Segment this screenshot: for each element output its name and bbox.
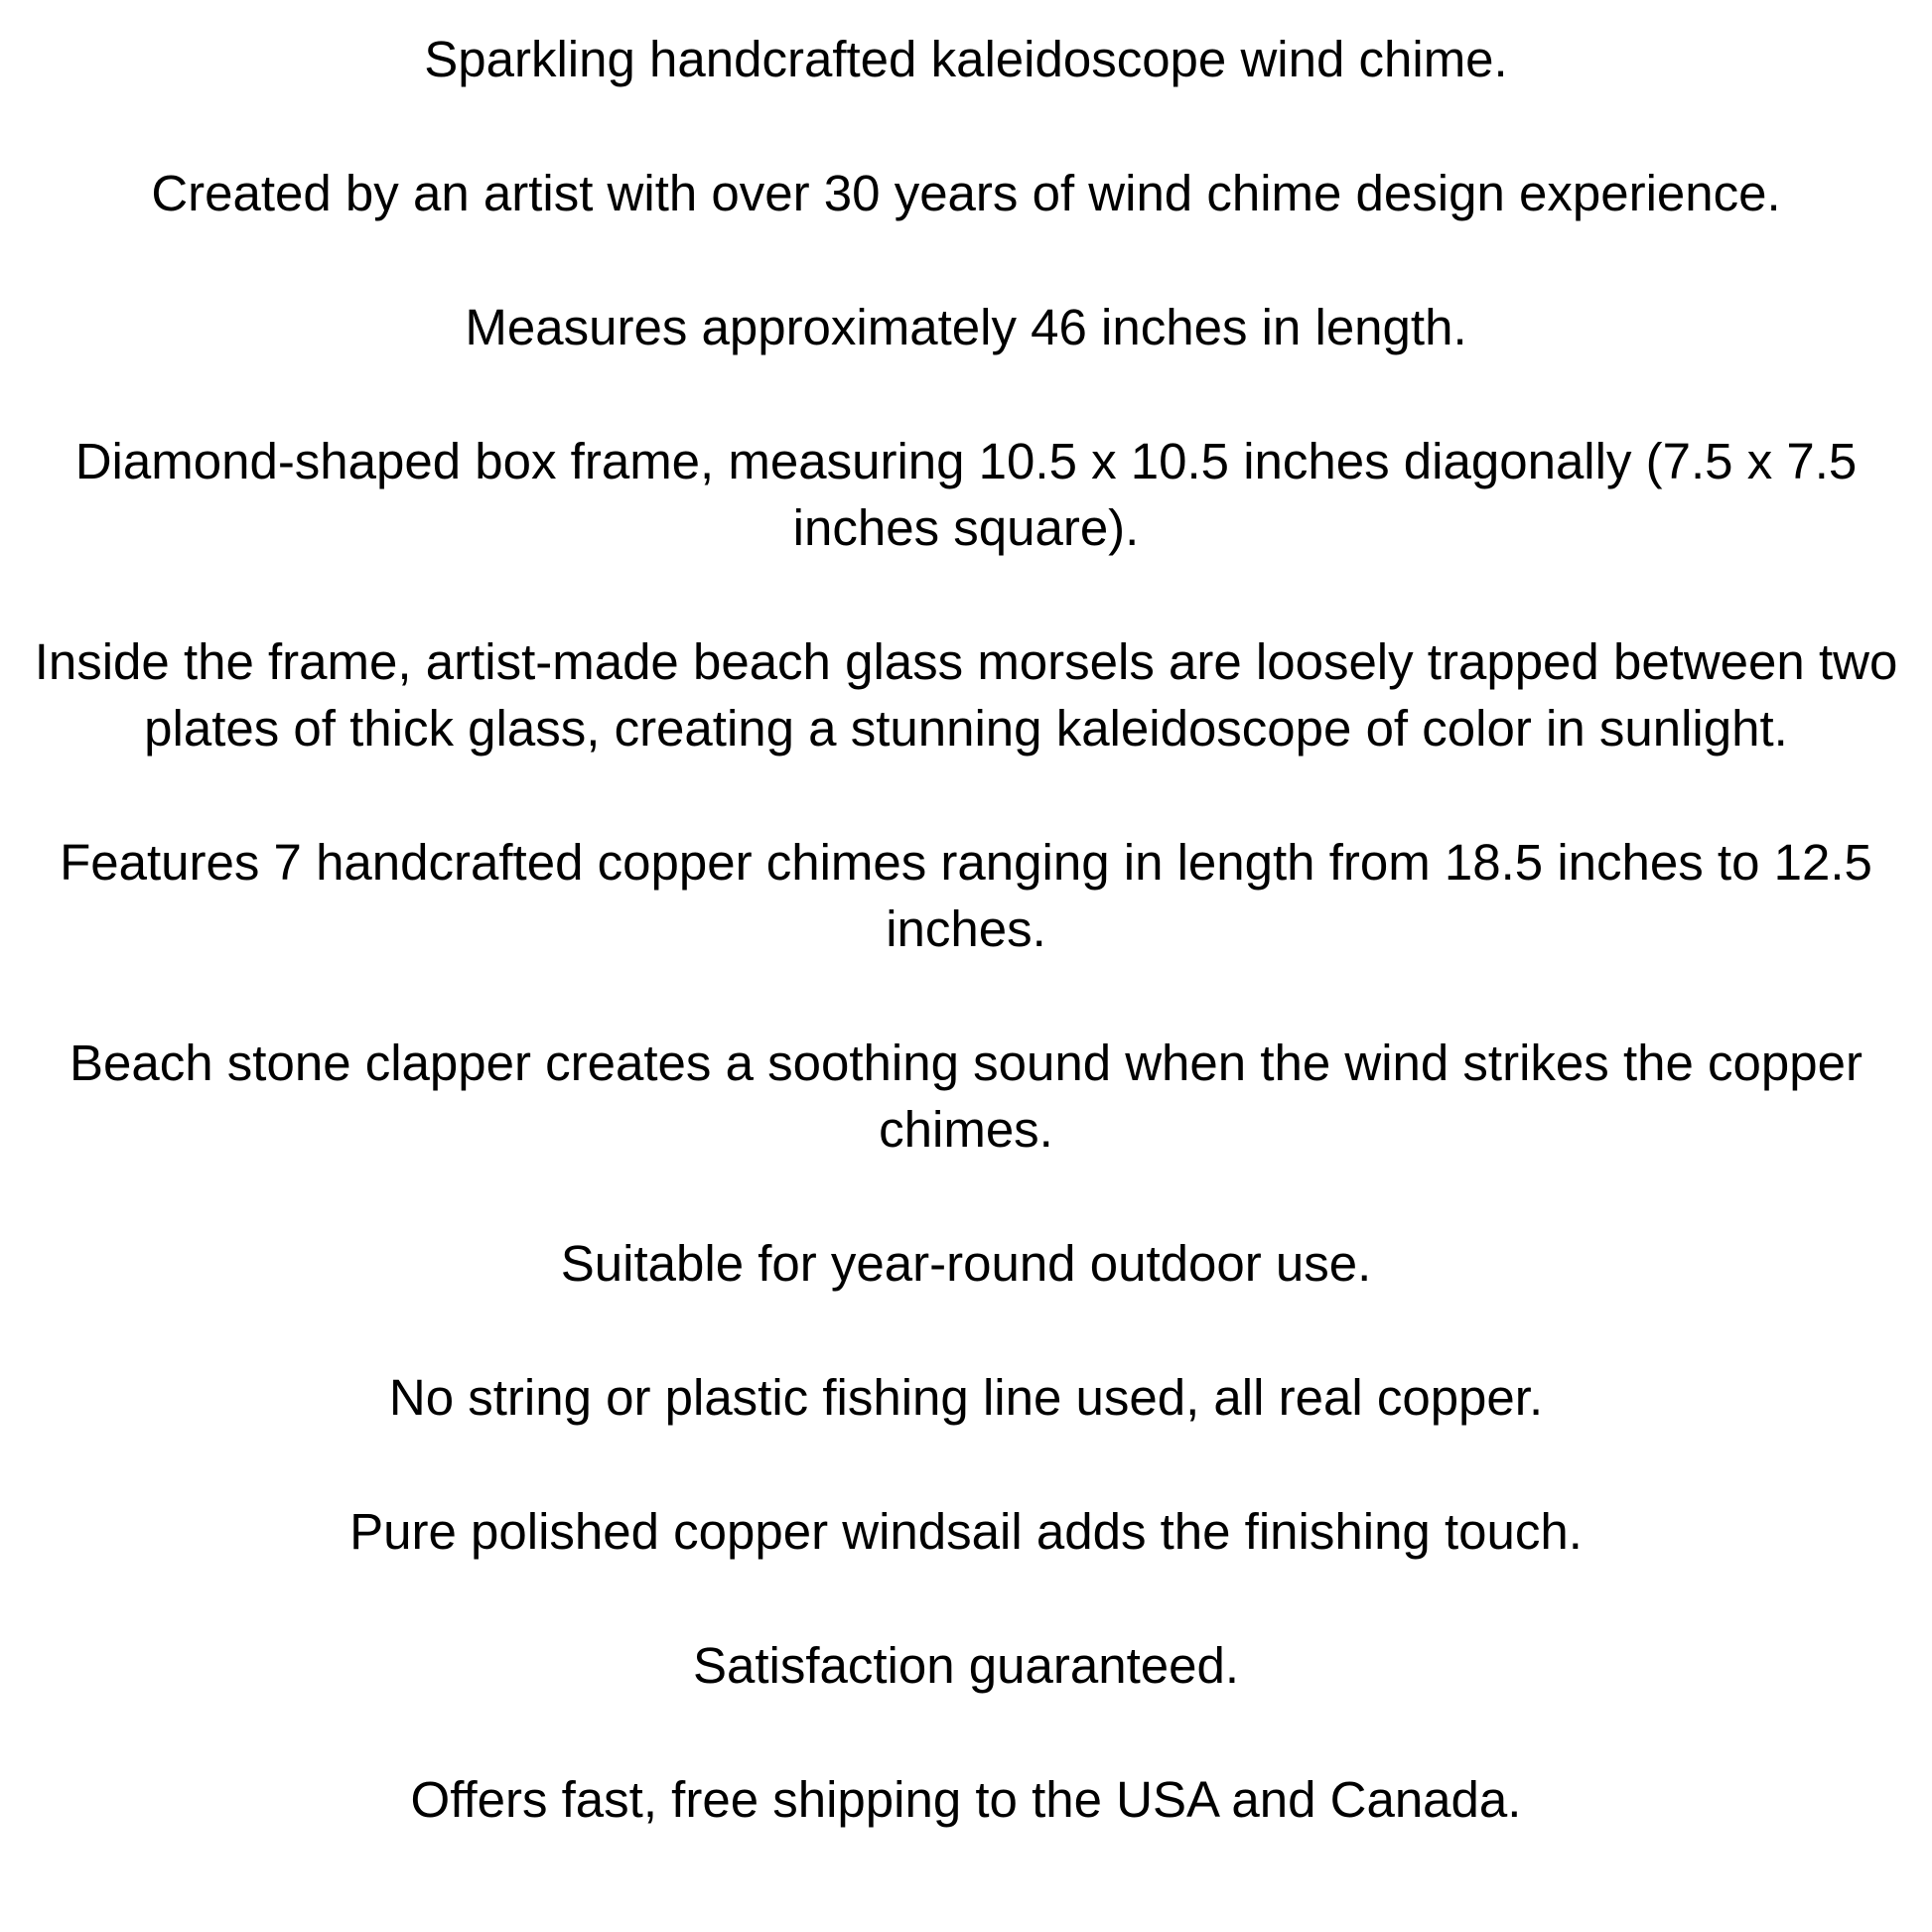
description-line-frame: Diamond-shaped box frame, measuring 10.5 x 10.5 inches diagonally (7.5 x 7.5 inches square). (74, 433, 1858, 556)
description-line-glass: Inside the frame, artist-made beach glass morsels are loosely trapped between two plates of thick glass, creating a stunning kaleidoscope of color in sunlight. (34, 633, 1898, 757)
description-line-guarantee: Satisfaction guaranteed. (692, 1637, 1240, 1694)
description-line-clapper: Beach stone clapper creates a soothing sound when the wind strikes the copper chimes. (69, 1035, 1863, 1158)
description-line-chimes: Features 7 handcrafted copper chimes ranging in length from 18.5 inches to 12.5 inches. (60, 834, 1872, 957)
description-line-length: Measures approximately 46 inches in length. (465, 299, 1467, 355)
description-line-windsail: Pure polished copper windsail adds the finishing touch. (349, 1503, 1583, 1560)
description-line-outdoor: Suitable for year-round outdoor use. (560, 1235, 1372, 1292)
description-line-materials: No string or plastic fishing line used, all real copper. (388, 1369, 1544, 1426)
description-line-shipping: Offers fast, free shipping to the USA and Canada. (410, 1771, 1522, 1828)
description-line-headline: Sparkling handcrafted kaleidoscope wind chime. (424, 31, 1508, 87)
description-line-artist: Created by an artist with over 30 years of wind chime design experience. (151, 165, 1781, 221)
